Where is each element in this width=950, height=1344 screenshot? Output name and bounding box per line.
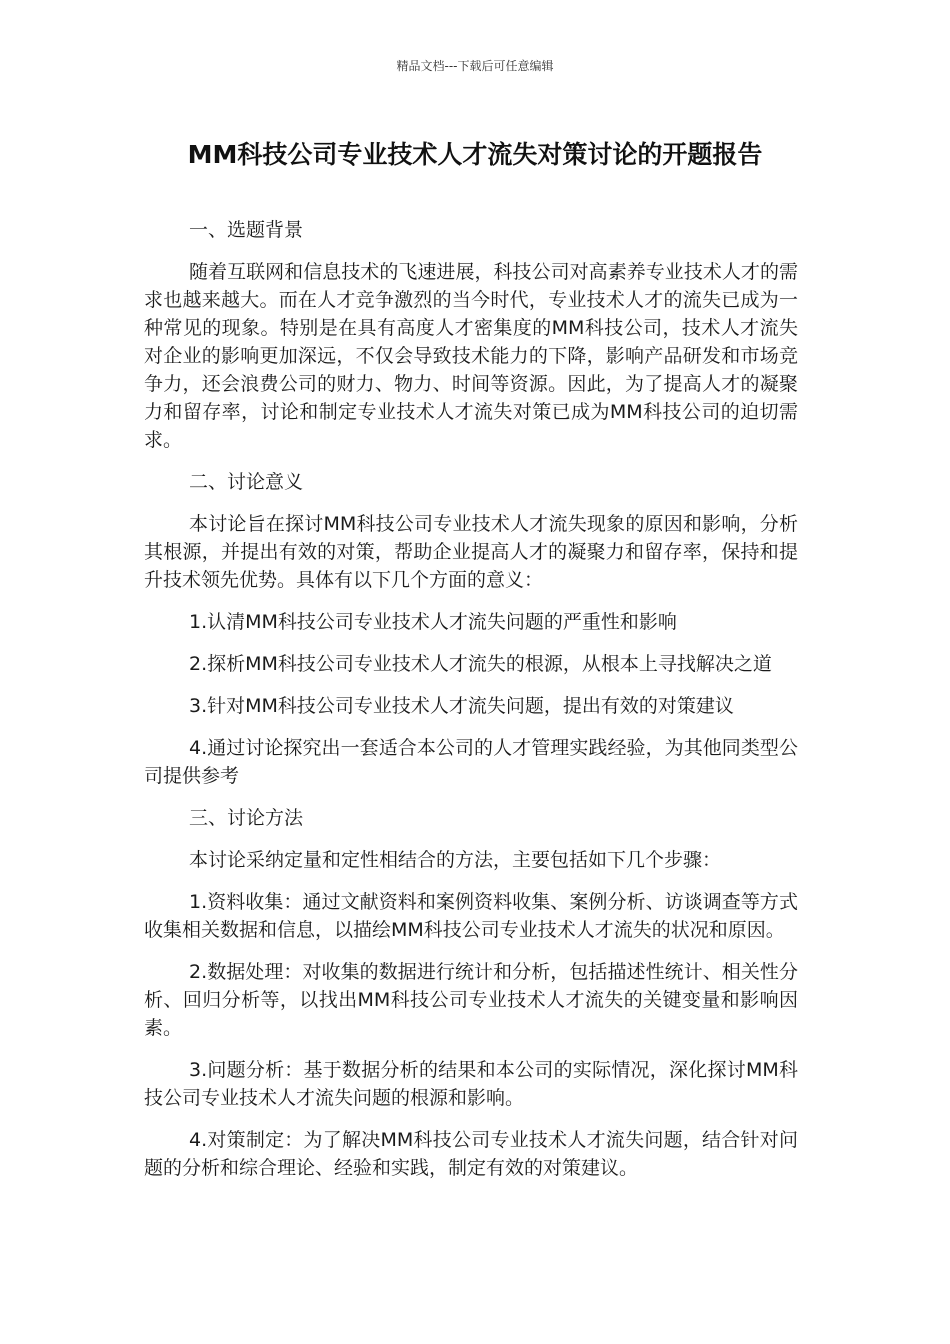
methods-item: 4.对策制定：为了解决MM科技公司专业技术人才流失问题，结合针对问题的分析和综合理论、经验和实践，制定有效的对策建议。 bbox=[144, 1129, 798, 1179]
page-header: 精品文档---下载后可任意编辑 bbox=[396, 59, 554, 73]
document-body bbox=[144, 216, 798, 1196]
section-heading-methods: 三、讨论方法 bbox=[189, 807, 304, 829]
methods-item: 2.数据处理：对收集的数据进行统计和分析，包括描述性统计、相关性分析、回归分析等，以找出MM科技公司专业技术人才流失的关键变量和影响因素。 bbox=[144, 961, 798, 1039]
methods-item: 3.问题分析：基于数据分析的结果和本公司的实际情况，深化探讨MM科技公司专业技术人才流失问题的根源和影响。 bbox=[144, 1059, 798, 1109]
significance-item: 4.通过讨论探究出一套适合本公司的人才管理实践经验，为其他同类型公司提供参考 bbox=[144, 737, 798, 787]
significance-item: 1.认清MM科技公司专业技术人才流失问题的严重性和影响 bbox=[189, 611, 677, 633]
methods-intro: 本讨论采纳定量和定性相结合的方法，主要包括如下几个步骤： bbox=[189, 849, 722, 871]
significance-item: 3.针对MM科技公司专业技术人才流失问题，提出有效的对策建议 bbox=[189, 695, 734, 717]
significance-item: 2.探析MM科技公司专业技术人才流失的根源，从根本上寻找解决之道 bbox=[189, 653, 772, 675]
background-paragraph: 随着互联网和信息技术的飞速进展，科技公司对高素养专业技术人才的需求也越来越大。而在人才竞争激烈的当今时代，专业技术人才的流失已成为一种常见的现象。特别是在具有高度人才密集度的MM科技公司，技术人才流失对企业的影响更加深远，不仅会导致技术能力的下降，影响产品研发和市场竞争力，还会浪费公司的财力、物力、时间等资源。因此，为了提高人才的凝聚力和留存率，讨论和制定专业技术人才流失对策已成为MM科技公司的迫切需求。 bbox=[144, 261, 798, 451]
methods-item: 1.资料收集：通过文献资料和案例资料收集、案例分析、访谈调查等方式收集相关数据和信息，以描绘MM科技公司专业技术人才流失的状况和原因。 bbox=[144, 891, 798, 941]
section-heading-background: 一、选题背景 bbox=[189, 219, 304, 241]
section-heading-significance: 二、讨论意义 bbox=[189, 471, 304, 493]
document-title: MM科技公司专业技术人才流失对策讨论的开题报告 bbox=[187, 140, 763, 169]
significance-intro: 本讨论旨在探讨MM科技公司专业技术人才流失现象的原因和影响，分析其根源，并提出有效的对策，帮助企业提高人才的凝聚力和留存率，保持和提升技术领先优势。具体有以下几个方面的意义： bbox=[144, 513, 798, 591]
